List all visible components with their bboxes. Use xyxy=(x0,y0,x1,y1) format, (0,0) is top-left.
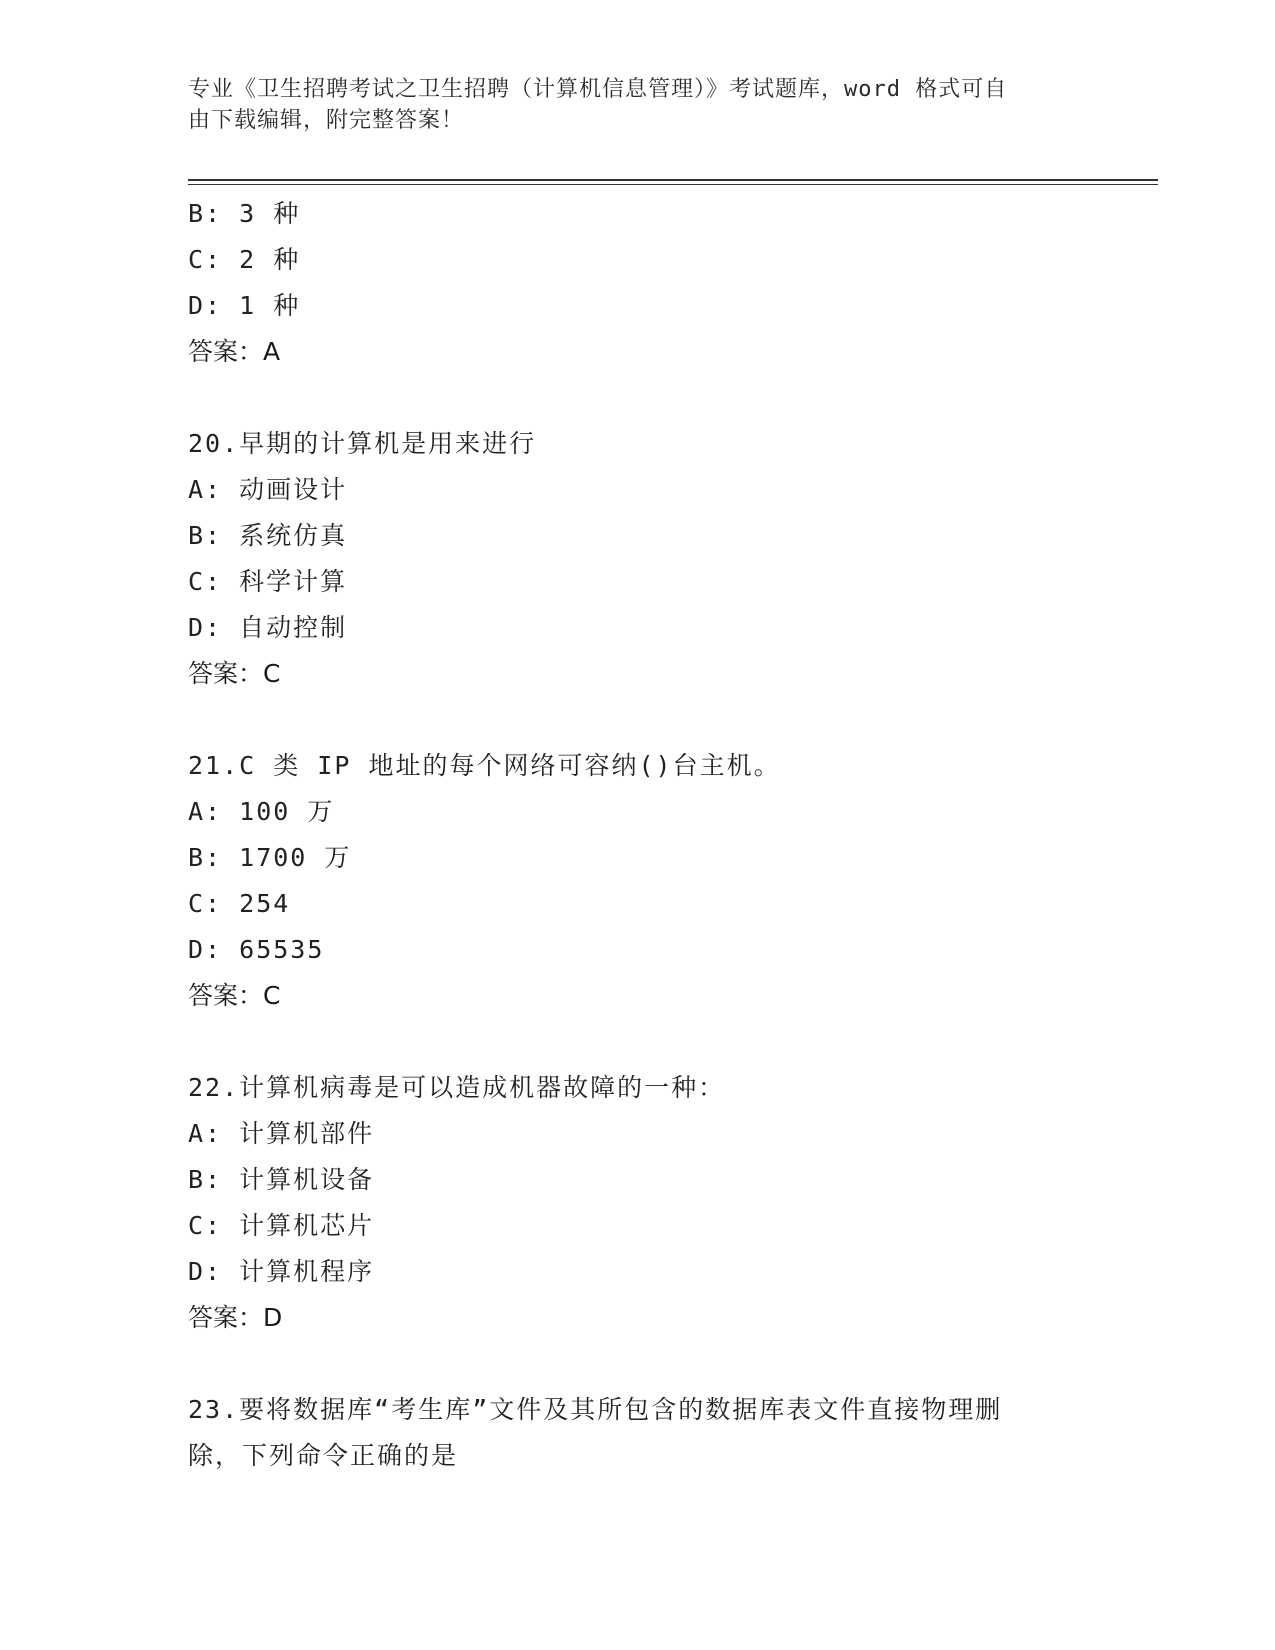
question-list xyxy=(188,191,1088,1479)
header-divider-thin xyxy=(188,184,1158,185)
question-20-block xyxy=(188,421,1088,697)
option-b: B: 1700 万 xyxy=(188,843,352,872)
answer-line: 答案：C xyxy=(188,981,281,1010)
option-a: A: 计算机部件 xyxy=(188,1119,375,1148)
question-text-line-1: 23.要将数据库“考生库”文件及其所包含的数据库表文件直接物理删 xyxy=(188,1395,1003,1424)
question-23-block xyxy=(188,1387,1088,1479)
document-header xyxy=(188,74,1088,136)
spacer xyxy=(188,1341,1088,1387)
option-d: D: 65535 xyxy=(188,935,325,964)
spacer xyxy=(188,697,1088,743)
option-a: A: 100 万 xyxy=(188,797,335,826)
header-line-2: 由下载编辑，附完整答案！ xyxy=(188,108,465,133)
option-a: A: 动画设计 xyxy=(188,475,348,504)
option-c: C: 计算机芯片 xyxy=(188,1211,375,1240)
spacer xyxy=(188,1019,1088,1065)
question-text: 21.C 类 IP 地址的每个网络可容纳()台主机。 xyxy=(188,751,781,780)
option-d: D: 计算机程序 xyxy=(188,1257,375,1286)
option-d: D: 自动控制 xyxy=(188,613,348,642)
answer-line: 答案：C xyxy=(188,659,281,688)
option-d: D: 1 种 xyxy=(188,291,301,320)
header-divider-thick xyxy=(188,179,1158,181)
header-line-1: 专业《卫生招聘考试之卫生招聘（计算机信息管理）》考试题库，word 格式可自 xyxy=(188,77,1008,102)
option-c: C: 科学计算 xyxy=(188,567,348,596)
question-text: 22.计算机病毒是可以造成机器故障的一种： xyxy=(188,1073,726,1102)
question-text: 20.早期的计算机是用来进行 xyxy=(188,429,537,458)
question-21-block xyxy=(188,743,1088,1019)
answer-line: 答案：D xyxy=(188,1303,283,1332)
question-22-block xyxy=(188,1065,1088,1341)
option-b: B: 3 种 xyxy=(188,199,301,228)
option-b: B: 计算机设备 xyxy=(188,1165,375,1194)
spacer xyxy=(188,375,1088,421)
option-c: C: 254 xyxy=(188,889,291,918)
option-c: C: 2 种 xyxy=(188,245,301,274)
question-text-line-2: 除，下列命令正确的是 xyxy=(188,1441,459,1470)
option-b: B: 系统仿真 xyxy=(188,521,348,550)
question-19-block xyxy=(188,191,1088,375)
answer-line: 答案：A xyxy=(188,337,281,366)
